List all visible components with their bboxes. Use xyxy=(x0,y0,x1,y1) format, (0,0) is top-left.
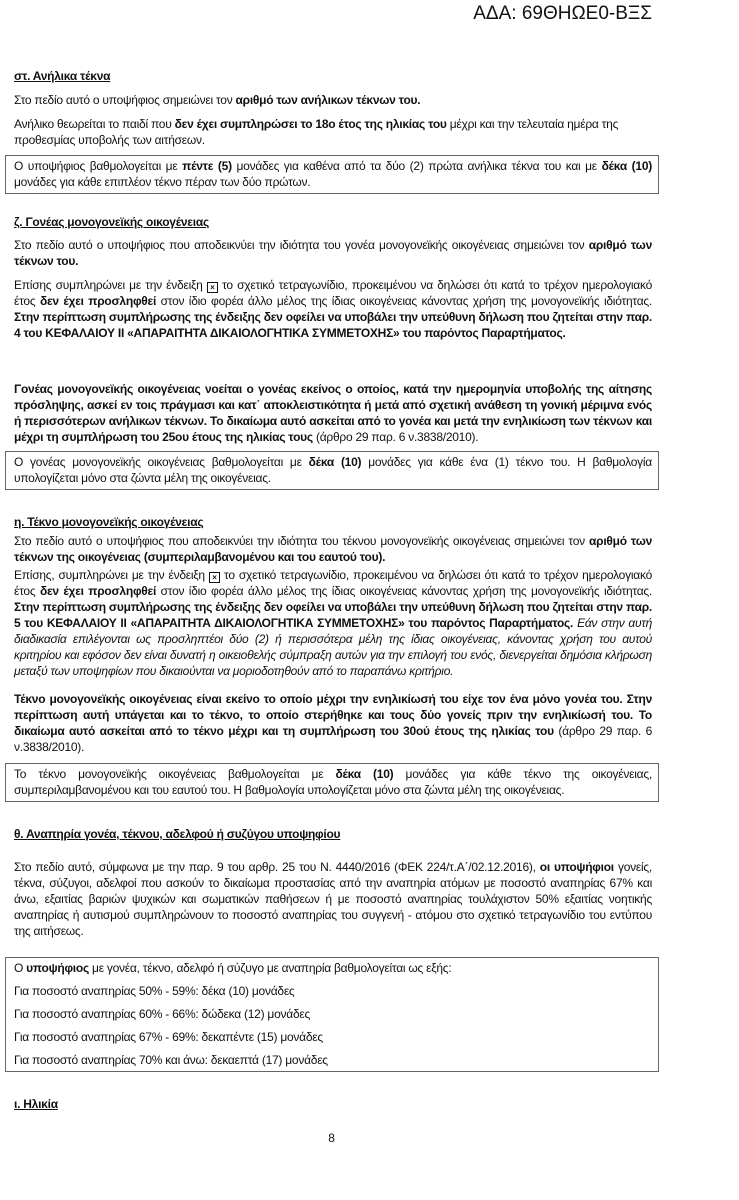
italic-text: Εάν στην αυτή διαδικασία επιλέγονται ως προσληπτέοι δύο (2) ή περισσότερα μέλη της ίδιας οικογένειας, κάνοντας χρήση του αυτού κριτηρίου και εφόσον δεν είναι δυνατή η οικειοθελής σύμπραξη αυτών για την επιλογή του ενός, διενεργείται δημόσια κλήρωση μεταξύ των υποψηφίων που δικαιούνται να μοριοδοτηθούν από το παραπάνω κριτήριο. xyxy=(14,616,652,678)
section-heading: η. Τέκνο μονογονεϊκής οικογένειας xyxy=(14,515,204,529)
checkbox-x-icon: × xyxy=(209,572,220,583)
scoring-item xyxy=(14,1029,652,1045)
text-run: Για ποσοστό αναπηρίας 50% - 59%: δέκα (10) μονάδες xyxy=(14,984,295,998)
text-run: (άρθρο 29 παρ. 6 ν.3838/2010). xyxy=(312,430,479,444)
bold-text: αριθμό των ανήλικων τέκνων του. xyxy=(235,93,421,107)
text-run: μονάδες για κάθε ένα (1) τέκνο του. Η βαθμολογία υπολογίζεται μόνο στα ζώντα μέλη της οικογένειας. xyxy=(14,455,652,485)
text-run: Στο πεδίο αυτό ο υποψήφιος σημειώνει τον xyxy=(14,93,236,107)
text-run: μονάδες για καθένα από τα δύο (2) πρώτα ανήλικα τέκνα του και με xyxy=(231,159,602,173)
bold-text: οι υποψήφιοι xyxy=(539,860,614,874)
bold-text: δέκα (10) xyxy=(601,159,652,173)
paragraph xyxy=(14,92,652,108)
text-run: Επίσης συμπληρώνει με την ένδειξη xyxy=(14,278,207,292)
text-run: Στο πεδίο αυτό, σύμφωνα με την παρ. 9 του αρθρ. 25 του Ν. 4440/2016 (ΦΕΚ 224/τ.Α΄/02.12.2016), xyxy=(14,860,540,874)
page-number: 8 xyxy=(328,1131,335,1145)
scoring-text xyxy=(14,454,652,486)
ada-code: ΑΔΑ: 69ΘΗΩΕ0-ΒΞΣ xyxy=(473,3,652,24)
text-run: Ο xyxy=(14,961,27,975)
paragraph xyxy=(14,567,652,679)
text-run: το σχετικό τετραγωνίδιο, προκειμένου να δηλώσει ότι κατά το τρέχον ημερολογιακό έτος xyxy=(14,568,652,598)
section-heading: στ. Ανήλικα τέκνα xyxy=(14,69,111,83)
text-run: μονάδες για κάθε τέκνο της οικογένειας, συμπεριλαμβανομένου και του εαυτού του. Η βαθμολογία υπολογίζεται μόνο στα ζώντα μέλη της οικογένειας. xyxy=(14,767,652,797)
text-run: στον ίδιο φορέα άλλο μέλος της ίδιας οικογένειας κάνοντας χρήση της μονογονεϊκής ιδιότητας. xyxy=(156,584,652,598)
text-run: Για ποσοστό αναπηρίας 60% - 66%: δώδεκα (12) μονάδες xyxy=(14,1007,311,1021)
scoring-box xyxy=(5,155,659,194)
section-heading: θ. Αναπηρία γονέα, τέκνου, αδελφού ή συζύγου υποψηφίου xyxy=(14,827,341,841)
paragraph xyxy=(14,691,652,755)
scoring-item xyxy=(14,983,652,999)
scoring-item xyxy=(14,1006,652,1022)
text-run: Ανήλικο θεωρείται το παιδί που xyxy=(14,117,175,131)
text-run: Το τέκνο μονογονεϊκής οικογένειας βαθμολογείται με xyxy=(14,767,336,781)
text-run: Για ποσοστό αναπηρίας 70% και άνω: δεκαεπτά (17) μονάδες xyxy=(14,1053,328,1067)
text-run: (άρθρο 29 παρ. 6 ν.3838/2010). xyxy=(14,724,653,754)
bold-text: αριθμό των τέκνων της οικογένειας (συμπεριλαμβανομένου και του εαυτού του). xyxy=(14,534,652,564)
text-run: Ο υποψήφιος βαθμολογείται με xyxy=(14,159,183,173)
paragraph xyxy=(14,116,652,148)
paragraph xyxy=(14,277,652,341)
text-run: μέχρι και την τελευταία ημέρα της προθεσμίας υποβολής των αιτήσεων. xyxy=(14,117,619,147)
bold-text: πέντε (5) xyxy=(182,159,232,173)
scoring-item xyxy=(14,1052,652,1068)
scoring-text xyxy=(14,158,652,190)
paragraph xyxy=(14,859,652,939)
bold-text: δέκα (10) xyxy=(335,767,394,781)
text-run: με γονέα, τέκνο, αδελφό ή σύζυγο με αναπηρία βαθμολογείται ως εξής: xyxy=(88,961,452,975)
bold-text: αριθμό των τέκνων του. xyxy=(14,238,652,268)
bold-text: Γονέας μονογονεϊκής οικογένειας νοείται ο γονέας εκείνος ο οποίος, κατά την ημερομηνία υποβολής της αίτησης πρόσληψης, ασκεί εν τοις πράγμασι και κατ΄ αποκλειστικότητα ή μετά από σχετική ανάθεση τη γονική μέριμνα ενός ή περισσότερων ανήλικων τέκνων. Το δικαίωμα αυτό ασκείται από το γονέα και μετά την ενηλικίωση των τέκνων και μέχρι τη συμπλήρωση του 25ου έτους της ηλικίας τους xyxy=(14,382,652,444)
scoring-box xyxy=(5,763,659,802)
bold-text: δέκα (10) xyxy=(308,455,362,469)
scoring-box xyxy=(5,451,659,490)
text-run: στον ίδιο φορέα άλλο μέλος της ίδιας οικογένειας κάνοντας χρήση της μονογονεϊκής ιδιότητας. xyxy=(156,294,652,308)
bold-text: δεν έχει προσληφθεί xyxy=(39,294,157,308)
checkbox-x-icon: × xyxy=(207,282,218,293)
section-heading: ζ. Γονέας μονογονεϊκής οικογένειας xyxy=(14,215,209,229)
bold-text: υποψήφιος xyxy=(26,961,89,975)
scoring-item xyxy=(14,960,652,976)
bold-text: Στην περίπτωση συμπλήρωσης της ένδειξης δεν οφείλει να υποβάλει την υπεύθυνη δήλωση που ζητείται στην παρ. 5 του ΚΕΦΑΛΑΙΟΥ ΙΙ «ΑΠΑΡΑΙΤΗΤΑ ΔΙΚΑΙΟΛΟΓΗΤΙΚΑ ΣΥΜΜΕΤΟΧΗΣ» του παρόντος Παραρτήματος. xyxy=(14,600,652,630)
scoring-text xyxy=(14,766,652,798)
text-run: γονείς, τέκνα, σύζυγοι, αδελφοί που ασκούν το δικαίωμα προστασίας από την αναπηρία ατόμων με ποσοστό αναπηρίας 67% και άνω, εξαιτίας βαριών ψυχικών και σωματικών παθήσεων ή με ποσοστό αναπηρίας τουλάχιστον 50% εξαιτίας νοητικής αναπηρίας ή αυτισμού συμπληρώνουν το ποσοστό αναπηρίας του συγγενή - ατόμου στο σχετικό τετραγωνίδιο του εντύπου της αιτήσεως. xyxy=(14,860,653,938)
text-run: μονάδες για κάθε επιπλέον τέκνο πέραν των δύο πρώτων. xyxy=(14,175,311,189)
section-heading: ι. Ηλικία xyxy=(14,1097,58,1111)
paragraph xyxy=(14,237,652,269)
text-run: το σχετικό τετραγωνίδιο, προκειμένου να δηλώσει ότι κατά το τρέχον ημερολογιακό έτος xyxy=(14,278,652,308)
text-run: Για ποσοστό αναπηρίας 67% - 69%: δεκαπέντε (15) μονάδες xyxy=(14,1030,323,1044)
bold-text: Στην περίπτωση συμπλήρωσης της ένδειξης δεν οφείλει να υποβάλει την υπεύθυνη δήλωση που ζητείται στην παρ. 4 του ΚΕΦΑΛΑΙΟΥ ΙΙ «ΑΠΑΡΑΙΤΗΤΑ ΔΙΚΑΙΟΛΟΓΗΤΙΚΑ ΣΥΜΜΕΤΟΧΗΣ» του παρόντος Παραρτήματος. xyxy=(14,310,652,340)
text-run: Στο πεδίο αυτό ο υποψήφιος που αποδεικνύει την ιδιότητα του τέκνου μονογονεϊκής οικογένειας σημειώνει τον xyxy=(14,534,590,548)
paragraph xyxy=(14,381,652,445)
text-run: Στο πεδίο αυτό ο υποψήφιος που αποδεικνύει την ιδιότητα του γονέα μονογονεϊκής οικογένειας σημειώνει τον xyxy=(14,238,589,252)
scoring-box xyxy=(5,957,659,1072)
bold-text: δεν έχει συμπληρώσει το 18ο έτος της ηλικίας του xyxy=(174,117,447,131)
bold-text: Τέκνο μονογονεϊκής οικογένειας είναι εκείνο το οποίο μέχρι την ενηλικίωσή του είχε τον ένα μόνο γονέα του. Στην περίπτωση αυτή υπάγεται και το τέκνο, το οποίο στερήθηκε και τους δύο γονείς πριν την ενηλικίωσή του. Το δικαίωμα αυτό ασκείται από το τέκνο μέχρι και τη συμπλήρωση του 30ού έτους της ηλικίας του xyxy=(14,692,652,738)
text-run: Επίσης, συμπληρώνει με την ένδειξη xyxy=(14,568,209,582)
text-run: Ο γονέας μονογονεϊκής οικογένειας βαθμολογείται με xyxy=(14,455,309,469)
paragraph xyxy=(14,533,652,565)
bold-text: δεν έχει προσληφθεί xyxy=(39,584,157,598)
